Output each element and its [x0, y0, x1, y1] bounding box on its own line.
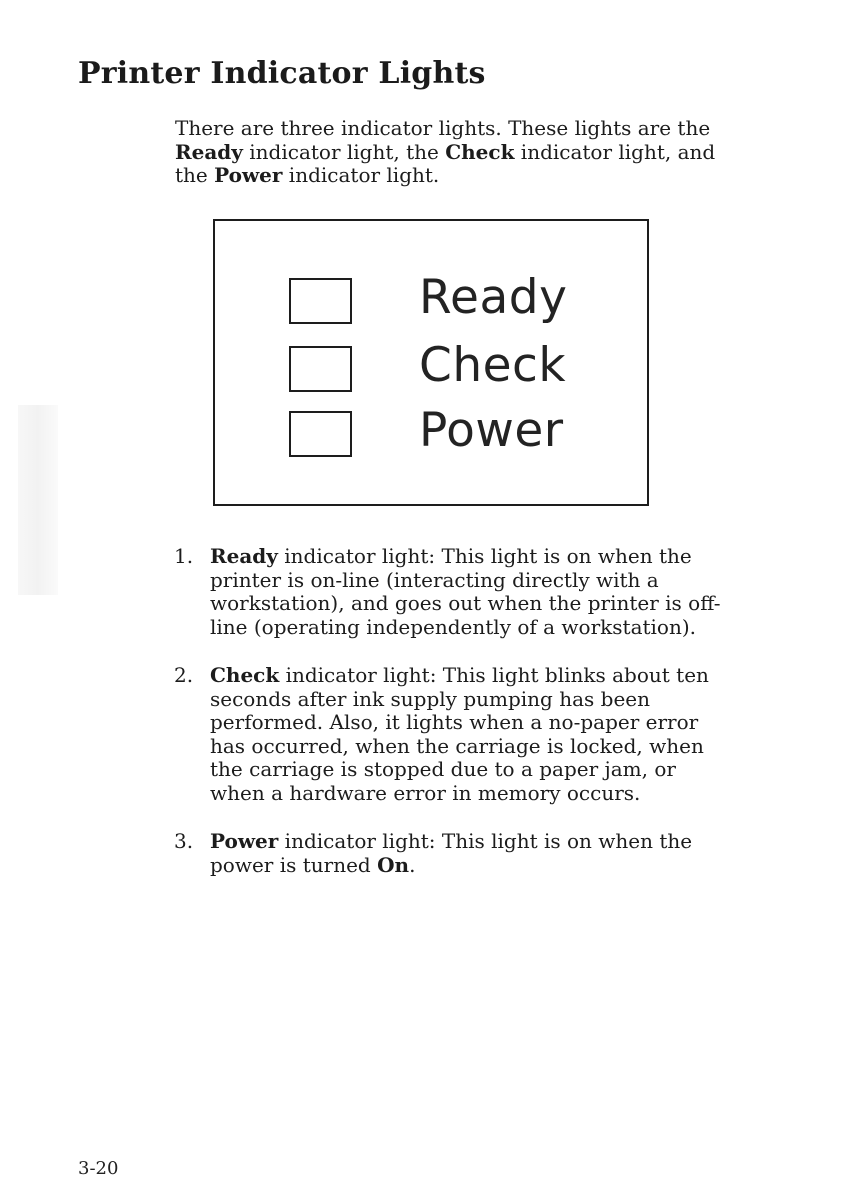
power-light-label: Power: [419, 403, 564, 458]
list-item-ready: [174, 545, 734, 639]
scan-shadow: [18, 405, 58, 595]
list-item-check: [174, 664, 734, 805]
list-item-power: [174, 830, 734, 877]
check-light-label: Check: [419, 338, 567, 393]
list-item-end: .: [409, 852, 416, 877]
list-item-bold-term: Check: [210, 663, 280, 687]
intro-text-4: indicator light.: [282, 163, 440, 187]
list-item-text: indicator light: This light is on when the power is turned: [210, 829, 693, 877]
indicator-panel-diagram: [213, 219, 649, 506]
list-item-bold-term: Ready: [210, 544, 278, 568]
check-light-box: [289, 346, 352, 392]
list-item-number: 2.: [174, 663, 194, 687]
ready-light-label: Ready: [419, 270, 568, 325]
ready-light-box: [289, 278, 352, 324]
list-item-bold-term: Power: [210, 829, 279, 853]
indicator-description-list: [174, 545, 734, 877]
list-item-bold-on: On: [377, 852, 410, 877]
list-item-number: 1.: [174, 544, 194, 568]
intro-bold-check: Check: [445, 139, 515, 164]
list-item-text: indicator light: This light is on when the printer is on-line (interacting directly with a workstation), and goes out when the printer is off-line (operating independently of a workstation).: [210, 544, 721, 639]
page-number: 3-20: [78, 1158, 119, 1179]
intro-bold-power: Power: [214, 163, 283, 187]
intro-text-3: indicator light, and the: [175, 139, 716, 187]
power-light-box: [289, 411, 352, 457]
list-item-text: indicator light: This light blinks about ten seconds after ink supply pumping has been performed. Also, it lights when a no-paper error has occurred, when the carriage is locked, when the carriage is stopped due to a paper jam, or when a hardware error in memory occurs.: [210, 663, 709, 805]
intro-paragraph: [175, 117, 735, 188]
intro-text-2: indicator light, the: [242, 139, 446, 164]
intro-text-1: There are three indicator lights. These lights are the: [175, 116, 711, 140]
list-item-number: 3.: [174, 829, 194, 853]
page-title: Printer Indicator Lights: [78, 56, 486, 91]
intro-bold-ready: Ready: [175, 139, 243, 164]
